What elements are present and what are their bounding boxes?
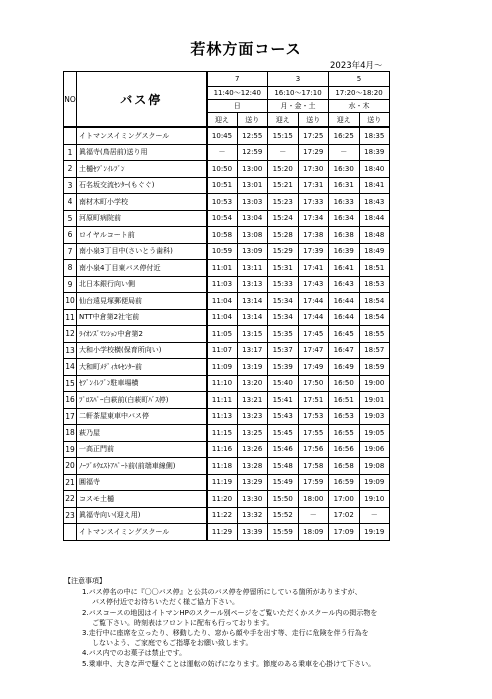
pickup-time: 15:49	[268, 474, 299, 491]
dropoff-time: 13:11	[237, 260, 268, 277]
row-number: 7	[64, 243, 77, 260]
dropoff-time: 13:29	[237, 474, 268, 491]
group-time: 11:40〜12:40	[207, 87, 268, 100]
bus-stop-name: 眞福寺(鳥居前)送り用	[77, 144, 207, 161]
row-number: 9	[64, 276, 77, 293]
pickup-time: 16:44	[329, 309, 360, 326]
bus-stop-name: 圓福寺	[77, 474, 207, 491]
dropoff-time: 17:55	[298, 425, 329, 442]
pickup-time: 15:29	[268, 243, 299, 260]
pickup-time: 15:31	[268, 260, 299, 277]
bus-stop-name: イトマンスイミングスクール	[77, 524, 207, 541]
dropoff-time: 17:44	[298, 293, 329, 310]
row-number: 8	[64, 260, 77, 277]
pickup-time: 11:22	[207, 507, 238, 524]
dropoff-time: 17:31	[298, 177, 329, 194]
dropoff-time: 17:49	[298, 359, 329, 376]
pickup-time: 15:34	[268, 309, 299, 326]
header-dropoff: 送り	[359, 113, 390, 128]
pickup-time: 16:47	[329, 342, 360, 359]
notes-heading: 【注意事項】	[64, 577, 106, 585]
bus-stop-name: 南小泉3丁目中(さいとう歯科)	[77, 243, 207, 260]
bus-stop-name: イトマンスイミングスクール	[77, 127, 207, 144]
pickup-time: 16:34	[329, 210, 360, 227]
bus-stop-name: 南材木町小学校	[77, 194, 207, 211]
table-row	[64, 127, 390, 144]
pickup-time: 11:09	[207, 359, 238, 376]
row-number: 11	[64, 309, 77, 326]
header-pickup: 迎え	[268, 113, 299, 128]
dropoff-time: 13:32	[237, 507, 268, 524]
pickup-time: 10:59	[207, 243, 238, 260]
dropoff-time: －	[359, 507, 390, 524]
dropoff-time: 17:41	[298, 260, 329, 277]
dropoff-time: 13:20	[237, 375, 268, 392]
pickup-time: 10:54	[207, 210, 238, 227]
header-bus-stop: バス停	[77, 72, 207, 128]
row-number: 12	[64, 326, 77, 343]
row-number: 14	[64, 359, 77, 376]
dropoff-time: 17:59	[298, 474, 329, 491]
pickup-time: －	[329, 144, 360, 161]
row-number: 5	[64, 210, 77, 227]
pickup-time: 15:24	[268, 210, 299, 227]
dropoff-time: 13:26	[237, 441, 268, 458]
dropoff-time: 18:41	[359, 177, 390, 194]
pickup-time: 11:19	[207, 474, 238, 491]
dropoff-time: 17:58	[298, 458, 329, 475]
pickup-time: 15:33	[268, 276, 299, 293]
pickup-time: 11:13	[207, 408, 238, 425]
table-row	[64, 177, 390, 194]
table-row	[64, 359, 390, 376]
row-number: 19	[64, 441, 77, 458]
pickup-time: 16:49	[329, 359, 360, 376]
pickup-time: 11:16	[207, 441, 238, 458]
header-no: NO	[64, 72, 77, 128]
row-number: 16	[64, 392, 77, 409]
pickup-time: 11:07	[207, 342, 238, 359]
note-line: バス停付近でお待ちいただく様ご協力下さい。	[92, 598, 239, 607]
dropoff-time: 18:35	[359, 127, 390, 144]
pickup-time: 16:33	[329, 194, 360, 211]
dropoff-time: 18:48	[359, 227, 390, 244]
pickup-time: 15:37	[268, 342, 299, 359]
dropoff-time: 13:39	[237, 524, 268, 541]
dropoff-time: 13:17	[237, 342, 268, 359]
pickup-time: 15:43	[268, 408, 299, 425]
header-dropoff: 送り	[298, 113, 329, 128]
pickup-time: 11:11	[207, 392, 238, 409]
dropoff-time: 13:15	[237, 326, 268, 343]
bus-stop-name: 大和町ﾒﾃﾞｨｶﾙｾﾝﾀｰ前	[77, 359, 207, 376]
group-number: 7	[207, 72, 268, 87]
dropoff-time: 13:25	[237, 425, 268, 442]
pickup-time: 16:30	[329, 161, 360, 178]
table-row	[64, 441, 390, 458]
table-row	[64, 491, 390, 508]
table-row	[64, 260, 390, 277]
dropoff-time: 13:09	[237, 243, 268, 260]
dropoff-time: 18:57	[359, 342, 390, 359]
dropoff-time: 18:00	[298, 491, 329, 508]
note-line: 5.乗車中、大きな声で騒ぐことは運転の妨げになります。節度のある乗車を心掛けて下さい。	[82, 659, 376, 668]
pickup-time: 11:29	[207, 524, 238, 541]
dropoff-time: 13:28	[237, 458, 268, 475]
dropoff-time: 17:30	[298, 161, 329, 178]
row-number: 22	[64, 491, 77, 508]
dropoff-time: 17:38	[298, 227, 329, 244]
bus-stop-name: 眞福寺向い(迎え用)	[77, 507, 207, 524]
group-time: 17:20〜18:20	[329, 87, 390, 100]
dropoff-time: 19:06	[359, 441, 390, 458]
dropoff-time: 17:56	[298, 441, 329, 458]
dropoff-time: 18:53	[359, 276, 390, 293]
pickup-time: 15:28	[268, 227, 299, 244]
group-time: 16:10〜17:10	[268, 87, 329, 100]
pickup-time: 15:15	[268, 127, 299, 144]
bus-stop-name: ﾌﾟﾛｽﾊﾟｰ白萩前(白萩町ﾊﾞｽ停)	[77, 392, 207, 409]
table-row	[64, 144, 390, 161]
pickup-time: 16:51	[329, 392, 360, 409]
dropoff-time: 13:08	[237, 227, 268, 244]
pickup-time: 16:39	[329, 243, 360, 260]
dropoff-time: 19:00	[359, 375, 390, 392]
dropoff-time: 13:30	[237, 491, 268, 508]
pickup-time: 16:55	[329, 425, 360, 442]
pickup-time: 10:58	[207, 227, 238, 244]
pickup-time: 16:59	[329, 474, 360, 491]
dropoff-time: 17:25	[298, 127, 329, 144]
pickup-time: 16:25	[329, 127, 360, 144]
row-number: 4	[64, 194, 77, 211]
dropoff-time: 18:54	[359, 293, 390, 310]
row-number: 15	[64, 375, 77, 392]
dropoff-time: 19:09	[359, 474, 390, 491]
pickup-time: 11:01	[207, 260, 238, 277]
row-number: 3	[64, 177, 77, 194]
table-row	[64, 524, 390, 541]
dropoff-time: 17:53	[298, 408, 329, 425]
notes-section	[64, 576, 474, 669]
pickup-time: 15:23	[268, 194, 299, 211]
note-line: ご覧下さい。時刻表はフロントに配布も行っております。	[92, 618, 274, 627]
dropoff-time: 18:51	[359, 260, 390, 277]
pickup-time: 15:52	[268, 507, 299, 524]
dropoff-time: 13:04	[237, 210, 268, 227]
dropoff-time: 18:55	[359, 326, 390, 343]
table-row	[64, 474, 390, 491]
pickup-time: 16:58	[329, 458, 360, 475]
dropoff-time: 18:59	[359, 359, 390, 376]
table-row	[64, 326, 390, 343]
bus-stop-name: ｾﾌﾞﾝｲﾚﾌﾞﾝ駐車場横	[77, 375, 207, 392]
pickup-time: 15:40	[268, 375, 299, 392]
bus-stop-name: 一高正門前	[77, 441, 207, 458]
pickup-time: 10:45	[207, 127, 238, 144]
dropoff-time: 12:55	[237, 127, 268, 144]
table-row	[64, 194, 390, 211]
row-number: 21	[64, 474, 77, 491]
group-number: 3	[268, 72, 329, 87]
table-row	[64, 408, 390, 425]
dropoff-time: 17:34	[298, 210, 329, 227]
pickup-time: 16:56	[329, 441, 360, 458]
dropoff-time: 13:01	[237, 177, 268, 194]
effective-date: 2023年4月〜	[330, 61, 383, 71]
pickup-time: 17:09	[329, 524, 360, 541]
table-row	[64, 425, 390, 442]
pickup-time: 10:51	[207, 177, 238, 194]
row-number: 2	[64, 161, 77, 178]
row-number: 20	[64, 458, 77, 475]
table-row	[64, 375, 390, 392]
bus-stop-name: 土樋ｾﾌﾞﾝｲﾚﾌﾞﾝ	[77, 161, 207, 178]
pickup-time: 17:02	[329, 507, 360, 524]
dropoff-time: 19:10	[359, 491, 390, 508]
dropoff-time: 17:50	[298, 375, 329, 392]
table-row	[64, 227, 390, 244]
dropoff-time: 13:13	[237, 276, 268, 293]
dropoff-time: 13:00	[237, 161, 268, 178]
table-row	[64, 210, 390, 227]
pickup-time: 11:04	[207, 309, 238, 326]
dropoff-time: 18:43	[359, 194, 390, 211]
bus-stop-name: 萩乃屋	[77, 425, 207, 442]
pickup-time: 16:31	[329, 177, 360, 194]
pickup-time: 17:00	[329, 491, 360, 508]
note-line: 4.バス内でのお菓子は禁止です。	[82, 649, 187, 658]
dropoff-time: 17:47	[298, 342, 329, 359]
dropoff-time: 13:03	[237, 194, 268, 211]
group-days: 月・金・土	[268, 100, 329, 113]
table-row	[64, 342, 390, 359]
dropoff-time: 17:45	[298, 326, 329, 343]
row-number: 1	[64, 144, 77, 161]
bus-stop-name: ﾗｲｵﾝｽﾞﾏﾝｼｮﾝ中倉第2	[77, 326, 207, 343]
dropoff-time: 17:33	[298, 194, 329, 211]
pickup-time: 16:44	[329, 293, 360, 310]
row-number: 10	[64, 293, 77, 310]
pickup-time: 15:46	[268, 441, 299, 458]
pickup-time: 11:10	[207, 375, 238, 392]
page-title: 若林方面コース	[190, 40, 302, 58]
row-number: 18	[64, 425, 77, 442]
bus-stop-name: 北日本銀行向い側	[77, 276, 207, 293]
dropoff-time: 12:59	[237, 144, 268, 161]
pickup-time: 11:05	[207, 326, 238, 343]
dropoff-time: 13:23	[237, 408, 268, 425]
group-number: 5	[329, 72, 390, 87]
pickup-time: 15:39	[268, 359, 299, 376]
pickup-time: 16:38	[329, 227, 360, 244]
row-number	[64, 524, 77, 541]
dropoff-time: 18:49	[359, 243, 390, 260]
dropoff-time: 13:21	[237, 392, 268, 409]
pickup-time: 16:41	[329, 260, 360, 277]
dropoff-time: 17:29	[298, 144, 329, 161]
row-number: 23	[64, 507, 77, 524]
dropoff-time: 17:51	[298, 392, 329, 409]
pickup-time: 15:21	[268, 177, 299, 194]
bus-stop-name: 大和小学校横(保育所向い)	[77, 342, 207, 359]
dropoff-time: 18:39	[359, 144, 390, 161]
dropoff-time: 19:05	[359, 425, 390, 442]
pickup-time: 15:41	[268, 392, 299, 409]
dropoff-time: 18:09	[298, 524, 329, 541]
table-row	[64, 392, 390, 409]
bus-stop-name: 石名坂交流ｾﾝﾀｰ(もぐぐ)	[77, 177, 207, 194]
pickup-time: 11:15	[207, 425, 238, 442]
bus-stop-name: 南小泉4丁目東バス停付近	[77, 260, 207, 277]
dropoff-time: 17:39	[298, 243, 329, 260]
group-days: 水・木	[329, 100, 390, 113]
pickup-time: －	[268, 144, 299, 161]
dropoff-time: 17:44	[298, 309, 329, 326]
dropoff-time: 19:19	[359, 524, 390, 541]
dropoff-time: 13:14	[237, 293, 268, 310]
note-line: 3.走行中に座席を立ったり、移動したり、窓から顔や手を出す等、走行に危険を伴う行為を	[82, 629, 369, 638]
pickup-time: 15:48	[268, 458, 299, 475]
dropoff-time: 19:03	[359, 408, 390, 425]
note-line: しないよう、ご家庭でもご指導をお願い致します。	[92, 639, 253, 648]
note-line: 2.バスコースの地図はイトマンHPのスクール別ページをご覧いただくかスクール内の掲示物を	[82, 608, 378, 617]
table-row	[64, 293, 390, 310]
pickup-time: 10:50	[207, 161, 238, 178]
header-pickup: 迎え	[207, 113, 238, 128]
dropoff-time: 13:14	[237, 309, 268, 326]
table-row	[64, 458, 390, 475]
pickup-time: 16:45	[329, 326, 360, 343]
header-dropoff: 送り	[237, 113, 268, 128]
table-row	[64, 507, 390, 524]
dropoff-time: 17:43	[298, 276, 329, 293]
bus-stop-name: ﾉｰﾌﾞﾙｳｴｽﾄｱﾊﾟｰﾄ前(前端車線側)	[77, 458, 207, 475]
bus-stop-name: 仙台遠見塚郵便局前	[77, 293, 207, 310]
bus-stop-name: ロイヤルコート前	[77, 227, 207, 244]
pickup-time: 16:43	[329, 276, 360, 293]
pickup-time: 11:04	[207, 293, 238, 310]
pickup-time: 16:50	[329, 375, 360, 392]
dropoff-time: 13:19	[237, 359, 268, 376]
header-pickup: 迎え	[329, 113, 360, 128]
row-number: 6	[64, 227, 77, 244]
pickup-time: 11:03	[207, 276, 238, 293]
dropoff-time: 18:40	[359, 161, 390, 178]
pickup-time: 15:59	[268, 524, 299, 541]
table-row	[64, 276, 390, 293]
dropoff-time: －	[298, 507, 329, 524]
bus-stop-name: 河原町病院前	[77, 210, 207, 227]
dropoff-time: 18:44	[359, 210, 390, 227]
group-days: 日	[207, 100, 268, 113]
row-number: 17	[64, 408, 77, 425]
pickup-time: 15:20	[268, 161, 299, 178]
pickup-time: 10:53	[207, 194, 238, 211]
bus-stop-name: NTT中倉第2社宅前	[77, 309, 207, 326]
row-number	[64, 127, 77, 144]
pickup-time: 16:53	[329, 408, 360, 425]
note-line: 1.バス停名の中に『〇〇バス停』と公共のバス停を停留所にしている箇所がありますが、	[82, 588, 362, 597]
table-row	[64, 161, 390, 178]
row-number: 13	[64, 342, 77, 359]
dropoff-time: 19:08	[359, 458, 390, 475]
dropoff-time: 18:54	[359, 309, 390, 326]
pickup-time: 11:18	[207, 458, 238, 475]
pickup-time: －	[207, 144, 238, 161]
table-row	[64, 309, 390, 326]
pickup-time: 11:20	[207, 491, 238, 508]
table-row	[64, 243, 390, 260]
pickup-time: 15:50	[268, 491, 299, 508]
timetable	[63, 71, 390, 541]
bus-stop-name: コスモ土樋	[77, 491, 207, 508]
dropoff-time: 19:01	[359, 392, 390, 409]
pickup-time: 15:45	[268, 425, 299, 442]
pickup-time: 15:34	[268, 293, 299, 310]
pickup-time: 15:35	[268, 326, 299, 343]
bus-stop-name: 二軒茶屋東車中バス停	[77, 408, 207, 425]
